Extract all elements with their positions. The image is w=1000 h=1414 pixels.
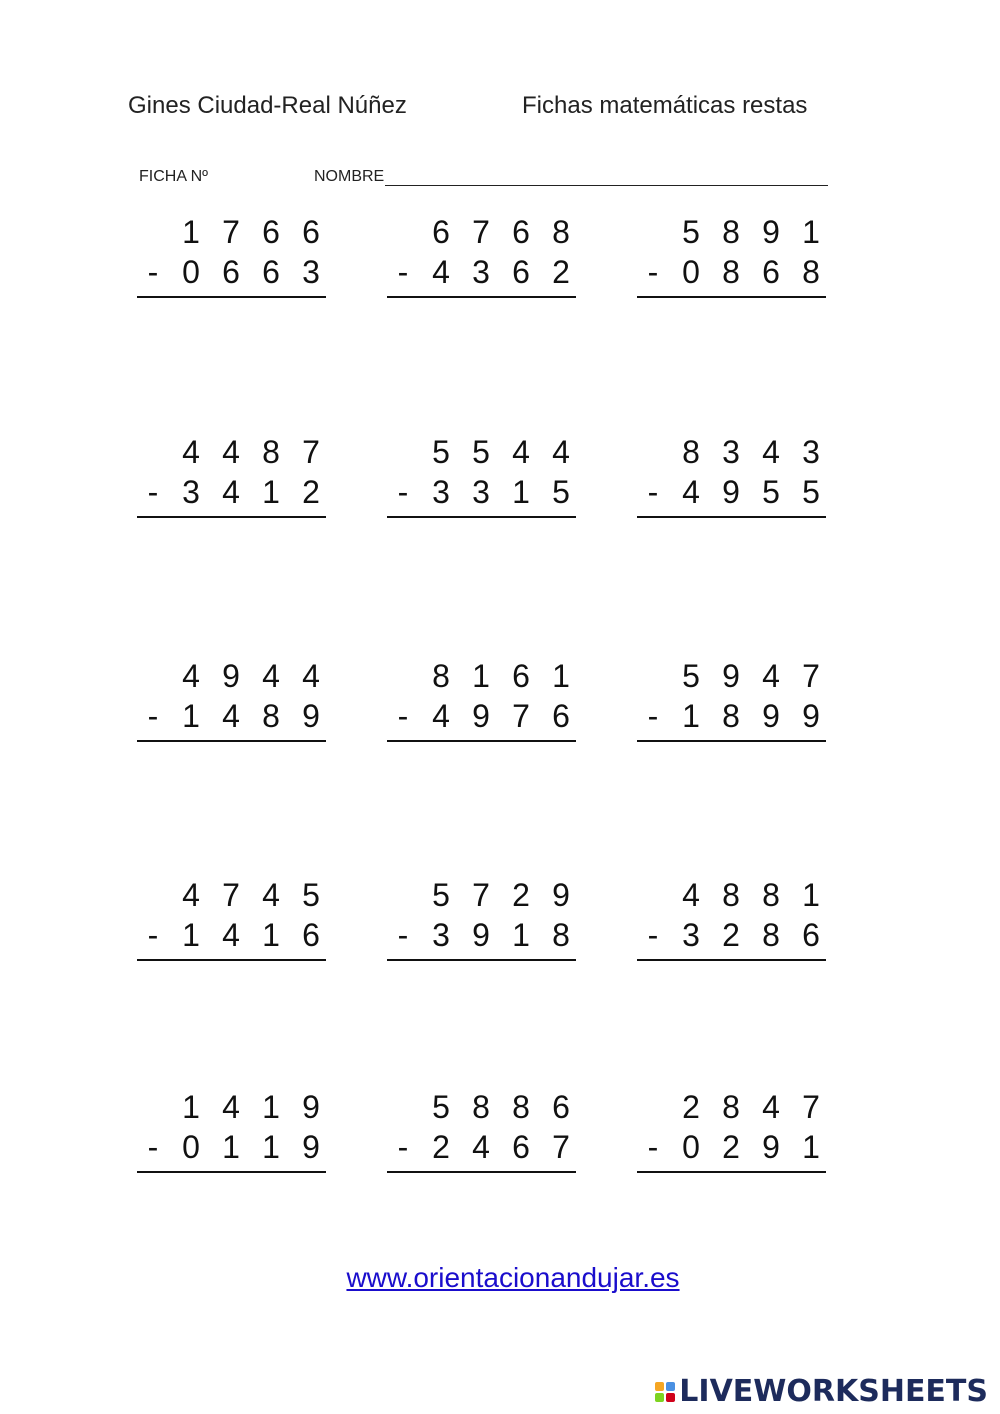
minuend-digit: 5: [432, 1089, 450, 1125]
subtrahend-digit: 6: [512, 1129, 530, 1165]
minuend-digit: 1: [262, 1089, 280, 1125]
subtrahend-digit: 4: [432, 698, 450, 734]
subtrahend-row: [387, 472, 577, 512]
subtrahend-row: [637, 915, 827, 955]
minuend-digit: 4: [262, 658, 280, 694]
subtrahend-digit: 9: [472, 917, 490, 953]
website-link[interactable]: www.orientacionandujar.es: [346, 1262, 680, 1293]
minuend-digit: 5: [302, 877, 320, 913]
minuend-digit: 5: [472, 434, 490, 470]
minuend-digit: 5: [682, 658, 700, 694]
minuend-digit: 2: [512, 877, 530, 913]
minuend-digit: 8: [472, 1089, 490, 1125]
subtrahend-digit: 4: [222, 474, 240, 510]
minuend-row: [637, 875, 827, 915]
minuend-row: [637, 1087, 827, 1127]
subtrahend-row: [137, 696, 327, 736]
subtrahend-digit: 6: [802, 917, 820, 953]
minuend-digit: 9: [222, 658, 240, 694]
subtraction-problem: [137, 875, 327, 965]
minuend-digit: 7: [472, 214, 490, 250]
minuend-digit: 9: [302, 1089, 320, 1125]
subtrahend-digit: 3: [472, 474, 490, 510]
subtrahend-digit: 4: [682, 474, 700, 510]
result-line: [137, 959, 326, 961]
minuend-digit: 4: [222, 434, 240, 470]
subtrahend-digit: 0: [682, 1129, 700, 1165]
brand-text: LIVEWORKSHEETS: [679, 1374, 988, 1409]
result-line: [387, 516, 576, 518]
subtrahend-digit: 6: [762, 254, 780, 290]
minus-sign: -: [647, 1129, 659, 1165]
minus-sign: -: [397, 254, 409, 290]
subtrahend-row: [637, 252, 827, 292]
subtrahend-row: [137, 1127, 327, 1167]
subtrahend-digit: 8: [762, 917, 780, 953]
result-line: [637, 740, 826, 742]
minuend-row: [637, 212, 827, 252]
minuend-row: [387, 1087, 577, 1127]
subtraction-problem: [387, 1087, 577, 1177]
subtrahend-digit: 1: [802, 1129, 820, 1165]
subtrahend-digit: 4: [222, 917, 240, 953]
minuend-digit: 4: [762, 1089, 780, 1125]
subtrahend-digit: 2: [302, 474, 320, 510]
minuend-digit: 8: [262, 434, 280, 470]
subtrahend-digit: 1: [262, 917, 280, 953]
minus-sign: -: [647, 254, 659, 290]
subtrahend-digit: 0: [682, 254, 700, 290]
result-line: [637, 1171, 826, 1173]
subtrahend-digit: 4: [432, 254, 450, 290]
minuend-digit: 1: [182, 214, 200, 250]
subtrahend-digit: 4: [222, 698, 240, 734]
minuend-row: [137, 656, 327, 696]
minuend-row: [387, 875, 577, 915]
minuend-digit: 2: [682, 1089, 700, 1125]
minus-sign: -: [647, 917, 659, 953]
minus-sign: -: [397, 1129, 409, 1165]
subtrahend-digit: 8: [552, 917, 570, 953]
author-name: Gines Ciudad-Real Núñez: [128, 92, 407, 119]
subtrahend-row: [637, 472, 827, 512]
subtrahend-digit: 1: [222, 1129, 240, 1165]
subtrahend-digit: 2: [722, 917, 740, 953]
minuend-digit: 5: [682, 214, 700, 250]
minuend-digit: 5: [432, 877, 450, 913]
minuend-digit: 3: [802, 434, 820, 470]
subtrahend-row: [387, 915, 577, 955]
minuend-digit: 8: [512, 1089, 530, 1125]
minuend-digit: 1: [552, 658, 570, 694]
minus-sign: -: [647, 698, 659, 734]
result-line: [387, 296, 576, 298]
result-line: [637, 959, 826, 961]
minuend-digit: 4: [262, 877, 280, 913]
subtraction-problem: [637, 875, 827, 965]
subtraction-problem: [137, 432, 327, 522]
logo-square-1: [655, 1382, 664, 1391]
subtrahend-digit: 9: [722, 474, 740, 510]
minuend-digit: 8: [722, 1089, 740, 1125]
subtrahend-digit: 8: [722, 698, 740, 734]
subtraction-problem: [137, 212, 327, 302]
minuend-digit: 9: [762, 214, 780, 250]
minuend-digit: 6: [432, 214, 450, 250]
minuend-row: [137, 875, 327, 915]
subtrahend-digit: 6: [512, 254, 530, 290]
result-line: [387, 740, 576, 742]
minus-sign: -: [147, 1129, 159, 1165]
subtrahend-digit: 8: [802, 254, 820, 290]
subtrahend-digit: 2: [722, 1129, 740, 1165]
subtrahend-digit: 5: [762, 474, 780, 510]
logo-square-3: [655, 1393, 664, 1402]
minuend-row: [137, 432, 327, 472]
minuend-digit: 8: [552, 214, 570, 250]
minuend-digit: 4: [682, 877, 700, 913]
minuend-digit: 7: [222, 214, 240, 250]
minuend-digit: 6: [552, 1089, 570, 1125]
minuend-digit: 9: [722, 658, 740, 694]
minuend-digit: 6: [302, 214, 320, 250]
minuend-row: [637, 656, 827, 696]
subtraction-problem: [137, 1087, 327, 1177]
minus-sign: -: [147, 474, 159, 510]
minuend-digit: 4: [182, 434, 200, 470]
minuend-row: [637, 432, 827, 472]
subtrahend-row: [137, 252, 327, 292]
subtraction-problem: [387, 875, 577, 965]
subtraction-problem: [387, 656, 577, 746]
subtrahend-digit: 3: [302, 254, 320, 290]
subtraction-problem: [637, 656, 827, 746]
subtrahend-digit: 3: [472, 254, 490, 290]
minuend-digit: 1: [802, 214, 820, 250]
minuend-digit: 8: [762, 877, 780, 913]
minus-sign: -: [397, 474, 409, 510]
minuend-digit: 6: [512, 658, 530, 694]
minuend-digit: 7: [222, 877, 240, 913]
subtraction-problem: [637, 432, 827, 522]
minuend-digit: 6: [262, 214, 280, 250]
result-line: [387, 1171, 576, 1173]
subtrahend-digit: 1: [262, 474, 280, 510]
subtrahend-digit: 9: [302, 698, 320, 734]
minus-sign: -: [147, 254, 159, 290]
minuend-digit: 4: [182, 877, 200, 913]
subtrahend-digit: 3: [682, 917, 700, 953]
subtrahend-digit: 3: [182, 474, 200, 510]
subtraction-problem: [387, 432, 577, 522]
subtrahend-digit: 5: [802, 474, 820, 510]
subtrahend-row: [387, 1127, 577, 1167]
minuend-row: [137, 1087, 327, 1127]
subtraction-problem: [637, 212, 827, 302]
minuend-digit: 1: [802, 877, 820, 913]
subtrahend-digit: 1: [512, 474, 530, 510]
subtrahend-digit: 6: [222, 254, 240, 290]
subtrahend-row: [387, 696, 577, 736]
minus-sign: -: [147, 698, 159, 734]
minuend-digit: 4: [762, 434, 780, 470]
subtrahend-digit: 1: [682, 698, 700, 734]
subtrahend-digit: 8: [722, 254, 740, 290]
subtrahend-digit: 2: [552, 254, 570, 290]
subtrahend-row: [387, 252, 577, 292]
minuend-row: [137, 212, 327, 252]
subtrahend-digit: 1: [512, 917, 530, 953]
minuend-digit: 7: [802, 658, 820, 694]
minuend-digit: 9: [552, 877, 570, 913]
minus-sign: -: [647, 474, 659, 510]
minuend-digit: 3: [722, 434, 740, 470]
result-line: [137, 296, 326, 298]
result-line: [137, 740, 326, 742]
subtraction-problem: [387, 212, 577, 302]
subtrahend-digit: 5: [552, 474, 570, 510]
subtrahend-row: [637, 1127, 827, 1167]
ficha-label: FICHA Nº: [139, 168, 208, 185]
result-line: [637, 296, 826, 298]
subtrahend-digit: 0: [182, 254, 200, 290]
minuend-digit: 4: [762, 658, 780, 694]
minuend-digit: 7: [802, 1089, 820, 1125]
result-line: [637, 516, 826, 518]
subtrahend-digit: 9: [472, 698, 490, 734]
subtrahend-digit: 7: [512, 698, 530, 734]
result-line: [137, 516, 326, 518]
subtrahend-digit: 9: [762, 1129, 780, 1165]
minuend-digit: 6: [512, 214, 530, 250]
result-line: [137, 1171, 326, 1173]
minuend-digit: 8: [682, 434, 700, 470]
minuend-row: [387, 656, 577, 696]
subtrahend-digit: 6: [262, 254, 280, 290]
result-line: [387, 959, 576, 961]
minus-sign: -: [397, 917, 409, 953]
subtrahend-digit: 1: [182, 917, 200, 953]
minuend-digit: 4: [182, 658, 200, 694]
minuend-digit: 5: [432, 434, 450, 470]
minuend-digit: 8: [722, 214, 740, 250]
minuend-digit: 7: [302, 434, 320, 470]
subtrahend-row: [137, 915, 327, 955]
nombre-label: NOMBRE: [314, 168, 385, 185]
subtrahend-digit: 9: [802, 698, 820, 734]
minuend-digit: 1: [472, 658, 490, 694]
minuend-digit: 8: [722, 877, 740, 913]
subtrahend-digit: 4: [472, 1129, 490, 1165]
subtrahend-digit: 3: [432, 474, 450, 510]
subtrahend-digit: 2: [432, 1129, 450, 1165]
minus-sign: -: [397, 698, 409, 734]
minuend-digit: 4: [552, 434, 570, 470]
subtrahend-digit: 1: [262, 1129, 280, 1165]
minuend-digit: 1: [182, 1089, 200, 1125]
worksheet-title: Fichas matemáticas restas: [522, 92, 808, 119]
subtrahend-digit: 6: [552, 698, 570, 734]
liveworksheets-logo-icon: [655, 1382, 675, 1402]
minuend-digit: 4: [222, 1089, 240, 1125]
minus-sign: -: [147, 917, 159, 953]
subtraction-problem: [137, 656, 327, 746]
subtrahend-row: [637, 696, 827, 736]
subtrahend-digit: 0: [182, 1129, 200, 1165]
subtrahend-digit: 3: [432, 917, 450, 953]
minuend-row: [387, 212, 577, 252]
logo-square-4: [666, 1393, 675, 1402]
minuend-digit: 7: [472, 877, 490, 913]
subtrahend-digit: 9: [762, 698, 780, 734]
minuend-digit: 8: [432, 658, 450, 694]
subtrahend-digit: 9: [302, 1129, 320, 1165]
logo-square-2: [666, 1382, 675, 1391]
liveworksheets-brand: [655, 1374, 988, 1409]
subtrahend-digit: 7: [552, 1129, 570, 1165]
minuend-digit: 4: [512, 434, 530, 470]
subtrahend-row: [137, 472, 327, 512]
minuend-row: [387, 432, 577, 472]
subtrahend-digit: 6: [302, 917, 320, 953]
subtraction-problem: [637, 1087, 827, 1177]
subtrahend-digit: 8: [262, 698, 280, 734]
minuend-digit: 4: [302, 658, 320, 694]
subtrahend-digit: 1: [182, 698, 200, 734]
